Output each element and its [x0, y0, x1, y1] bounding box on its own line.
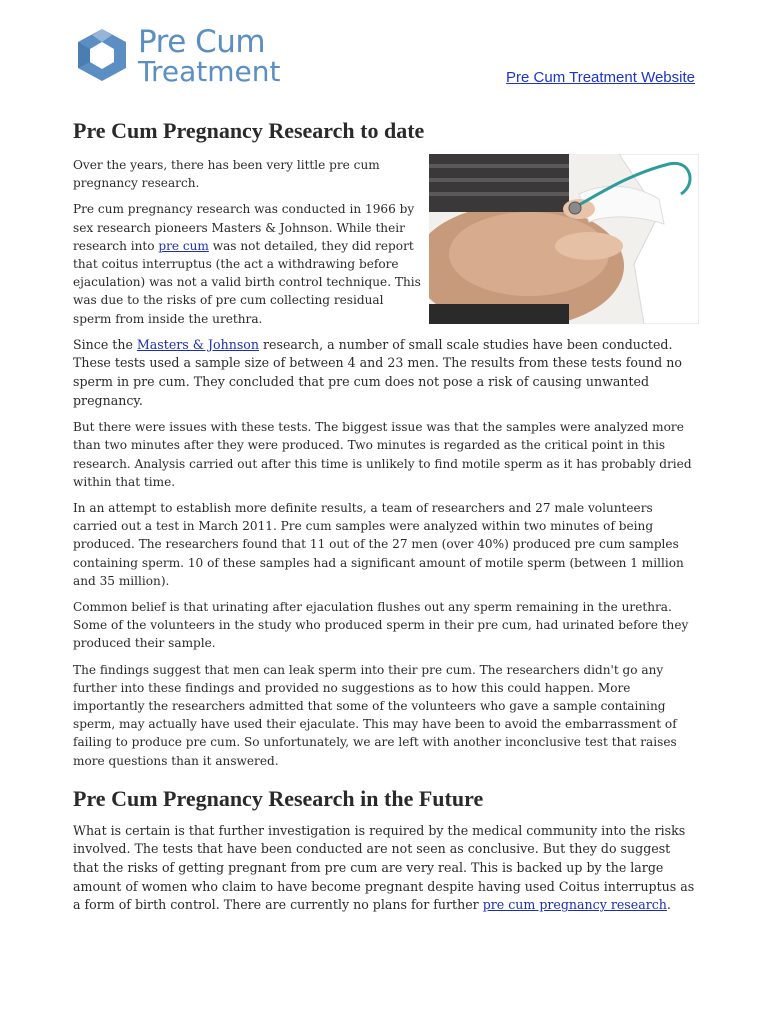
site-logo[interactable]	[74, 26, 294, 88]
website-link[interactable]: Pre Cum Treatment Website	[506, 69, 695, 86]
paragraph: What is certain is that further investigation is required by the medical community into the risks involved. The tests that have been conducted are not seen as conclusive. But they do suggest that the risks of getting pregnant from pre cum are very real. This is backed up by the large amount of women who claim to have become pregnant despite having used Coitus interruptus as a form of birth control. There are currently no plans for further pre cum pregnancy research.	[73, 822, 695, 913]
paragraph: Common belief is that urinating after ejaculation flushes out any sperm remaining in the urethra. Some of the volunteers in the study who produced sperm in their pre cum, had urinated before they produced their sample.	[73, 600, 689, 651]
pregnancy-checkup-photo	[429, 154, 699, 324]
hexagon-logo-icon	[74, 26, 130, 84]
paragraph: Over the years, there has been very little pre cum pregnancy research.	[73, 158, 380, 191]
section-title-future: Pre Cum Pregnancy Research in the Future	[73, 785, 484, 811]
pre-cum-link[interactable]: pre cum	[158, 238, 209, 253]
masters-johnson-link[interactable]: Masters & Johnson	[136, 336, 259, 352]
paragraph: The findings suggest that men can leak sperm into their pre cum. The researchers didn't go any further into these findings and provided no suggestions as to how this could happen. More importantly the researchers admitted that some of the volunteers who gave a sample containing sperm, may actually have used their ejaculate. This may have been to avoid the embarrassment of failing to produce pre cum. So unfortunately, we are left with another inconclusive test that raises more questions than it answered.	[73, 662, 677, 768]
paragraph: Pre cum pregnancy research was conducted in 1966 by sex research pioneers Masters & Johnson. While their research into pre cum was not detailed, they did report that coitus interruptus (the act a withdrawing before ejaculation) was not a valid birth control technique. This was due to the risks of pre cum collecting residual sperm from inside the urethra.	[73, 202, 421, 326]
logo-text-line1: Pre Cum	[138, 24, 266, 60]
pre-cum-pregnancy-research-link[interactable]: pre cum pregnancy research	[482, 897, 667, 913]
section-title-research-to-date: Pre Cum Pregnancy Research to date	[73, 118, 425, 143]
article-body	[73, 116, 697, 923]
paragraph: In an attempt to establish more definite results, a team of researchers and 27 male volunteers carried out a test in March 2011. Pre cum samples were analyzed within two minutes of being produced. The researchers found that 11 out of the 27 men (over 40%) produced pre cum samples containing sperm. 10 of these samples had a significant amount of motile sperm (between 1 million and 35 million).	[73, 501, 684, 588]
logo-text-line2: Treatment	[138, 55, 281, 88]
paragraph: But there were issues with these tests. The biggest issue was that the samples were analyzed more than two minutes after they were produced. Two minutes is regarded as the critical point in this research. Analysis carried out after this time is unlikely to find motile sperm as it has probably dried within that time.	[73, 420, 692, 489]
paragraph: Since the Masters & Johnson research, a number of small scale studies have been conducted. These tests used a sample size of between 4 and 23 men. The results from these tests found no sperm in pre cum. They concluded that pre cum does not pose a risk of causing unwanted pregnancy.	[73, 336, 682, 408]
